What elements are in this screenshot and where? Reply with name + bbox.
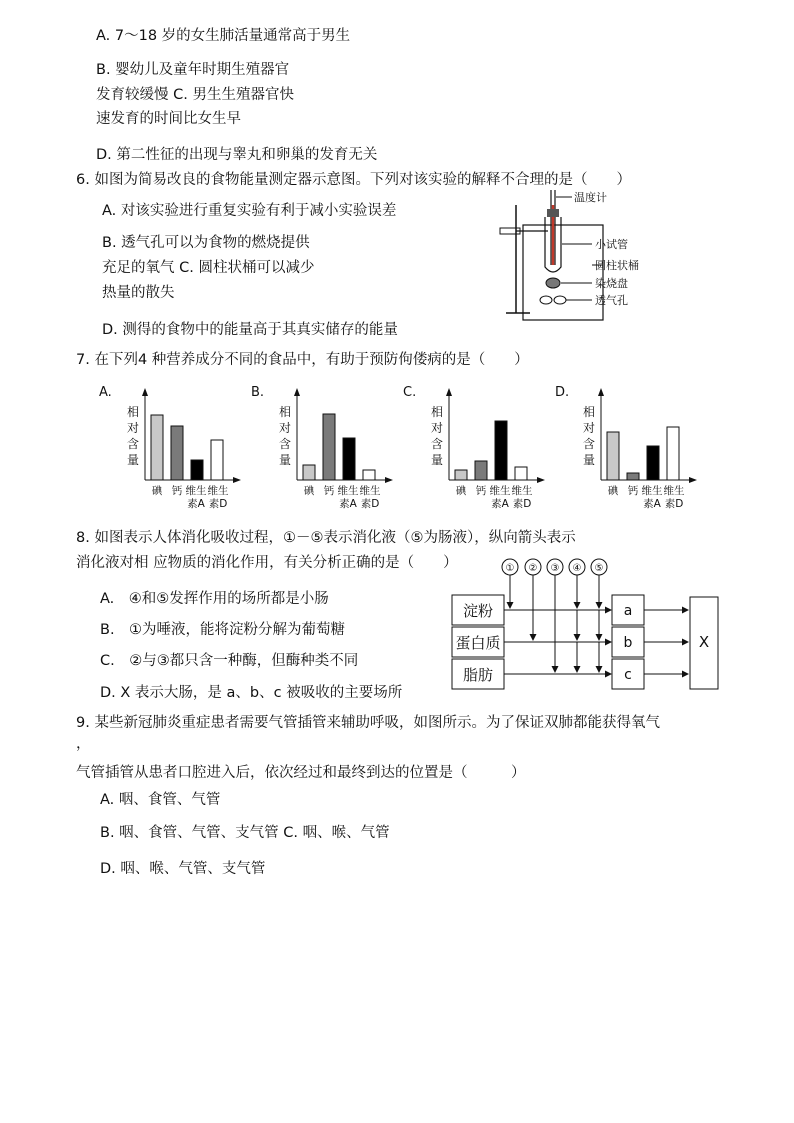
chart-x-arrow xyxy=(233,477,241,483)
chart-panel-label: A. xyxy=(99,385,112,400)
chart-ylabel-char: 含 xyxy=(431,437,444,451)
q8-option-d: D. X 表示大肠，是 a、b、c 被吸收的主要场所 xyxy=(100,685,403,701)
juice-1: ① xyxy=(505,563,515,574)
chart-tick-label: 钙 xyxy=(323,485,335,497)
q8-option-a: A. ④和⑤发挥作用的场所都是小肠 xyxy=(100,591,329,607)
stopper xyxy=(547,209,559,217)
q6-option-b-line2: 充足的氧气 C. 圆柱状桶可以减少 xyxy=(102,260,315,276)
chart-bar xyxy=(363,470,375,480)
label-dish: 染烧盘 xyxy=(595,277,628,290)
chart-tick-label: 维生 xyxy=(359,485,381,497)
chart-tick-label: 维生 xyxy=(337,485,359,497)
chart-tick-label: 维生 xyxy=(207,485,229,497)
chart-ylabel-char: 相 xyxy=(127,405,140,419)
label-c: c xyxy=(624,667,632,683)
chart-tick-label: 维生 xyxy=(489,485,511,497)
chart-bar xyxy=(171,426,183,480)
chart-tick-label: 碘 xyxy=(607,485,619,497)
label-x: X xyxy=(698,633,710,651)
chart-tick-label: 碘 xyxy=(455,485,467,497)
q5-option-b-line3: 速发育的时间比女生早 xyxy=(96,111,241,127)
label-a: a xyxy=(623,603,633,619)
chart-ylabel-char: 相 xyxy=(279,405,292,419)
q5-option-b-line2: 发育较缓慢 C. 男生生殖器官快 xyxy=(96,87,294,103)
chart-tick-label: 维生 xyxy=(511,485,533,497)
chart-bar xyxy=(323,414,335,480)
q8-stem-line2: 消化液对相 应物质的消化作用，有关分析正确的是（ ） xyxy=(76,555,458,571)
chart-bar xyxy=(151,415,163,480)
chart-tick-label: 素A xyxy=(187,498,205,510)
q6-apparatus-figure xyxy=(490,185,660,325)
chart-tick-label: 素D xyxy=(360,498,380,510)
chart-ylabel-char: 对 xyxy=(431,421,444,435)
chart-y-arrow xyxy=(142,388,148,396)
chart-x-arrow xyxy=(689,477,697,483)
label-b: b xyxy=(623,635,633,651)
q8-option-c: C. ②与③都只含一种酶，但酶种类不同 xyxy=(100,653,359,669)
q6-stem: 6. 如图为简易改良的食物能量测定器示意图。下列对该实验的解释不合理的是（ ） xyxy=(76,172,631,188)
chart-y-arrow xyxy=(446,388,452,396)
q5-option-d: D. 第二性征的出现与睾丸和卵巢的发育无关 xyxy=(96,147,378,163)
q9-stem-line1: 9. 某些新冠肺炎重症患者需要气管插管来辅助呼吸，如图所示。为了保证双肺都能获得氧气 xyxy=(76,715,660,731)
chart-bar xyxy=(667,427,679,480)
chart-tick-label: 维生 xyxy=(663,485,685,497)
chart-ylabel-char: 相 xyxy=(583,405,596,419)
chart-ylabel-char: 对 xyxy=(583,421,596,435)
chart-ylabel-char: 对 xyxy=(279,421,292,435)
juice-2: ② xyxy=(528,563,538,574)
chart-bar xyxy=(303,465,315,480)
q6-option-d: D. 测得的食物中的能量高于其真实储存的能量 xyxy=(102,322,398,338)
chart-ylabel-char: 含 xyxy=(279,437,292,451)
q5-option-a: A. 7～18 岁的女生肺活量通常高于男生 xyxy=(96,28,351,44)
q9-option-b: B. 咽、食管、气管、支气管 C. 咽、喉、气管 xyxy=(100,825,390,841)
label-fat: 脂肪 xyxy=(462,666,494,684)
chart-panel-label: D. xyxy=(555,385,570,400)
chart-tick-label: 素A xyxy=(339,498,357,510)
chart-x-arrow xyxy=(537,477,545,483)
chart-tick-label: 碘 xyxy=(303,485,315,497)
label-starch: 淀粉 xyxy=(462,602,494,620)
label-thermometer: 温度计 xyxy=(574,191,607,204)
label-protein: 蛋白质 xyxy=(455,634,501,652)
chart-ylabel-char: 量 xyxy=(279,453,292,467)
q8-stem-line1: 8. 如图表示人体消化吸收过程，①－⑤表示消化液（⑤为肠液），纵向箭头表示 xyxy=(76,530,576,546)
juice-3: ③ xyxy=(550,563,560,574)
q7-stem: 7. 在下列4 种营养成分不同的食品中，有助于预防佝偻病的是（ ） xyxy=(76,352,529,368)
chart-ylabel-char: 相 xyxy=(431,405,444,419)
chart-bar xyxy=(191,460,203,480)
chart-bar xyxy=(495,421,507,480)
chart-tick-label: 素A xyxy=(643,498,661,510)
chart-ylabel-char: 量 xyxy=(127,453,140,467)
q9-option-d: D. 咽、喉、气管、支气管 xyxy=(100,861,266,877)
chart-tick-label: 钙 xyxy=(627,485,639,497)
label-vent: 透气孔 xyxy=(595,294,628,307)
chart-bar xyxy=(455,470,467,480)
label-bucket: 圆柱状桶 xyxy=(595,259,639,272)
juice-4: ④ xyxy=(572,563,582,574)
label-test-tube: 小试管 xyxy=(595,238,628,251)
q6-option-b-line1: B. 透气孔可以为食物的燃烧提供 xyxy=(102,235,310,251)
q5-option-b-line1: B. 婴幼儿及童年时期生殖器官 xyxy=(96,62,290,78)
chart-ylabel-char: 含 xyxy=(127,437,140,451)
chart-ylabel-char: 对 xyxy=(127,421,140,435)
chart-ylabel-char: 含 xyxy=(583,437,596,451)
q7-charts xyxy=(95,380,725,515)
q6-option-b-line3: 热量的散失 xyxy=(102,285,175,301)
chart-panel-label: C. xyxy=(403,385,417,400)
chart-panel-label: B. xyxy=(251,385,265,400)
chart-ylabel-char: 量 xyxy=(431,453,444,467)
chart-tick-label: 素D xyxy=(208,498,228,510)
chart-tick-label: 碘 xyxy=(151,485,163,497)
chart-bar xyxy=(627,473,639,480)
chart-tick-label: 素D xyxy=(512,498,532,510)
chart-tick-label: 钙 xyxy=(475,485,487,497)
cylinder-bucket xyxy=(523,225,603,320)
chart-bar xyxy=(607,432,619,480)
chart-ylabel-char: 量 xyxy=(583,453,596,467)
chart-bar xyxy=(343,438,355,480)
chart-tick-label: 钙 xyxy=(171,485,183,497)
chart-tick-label: 维生 xyxy=(641,485,663,497)
chart-bar xyxy=(475,461,487,480)
chart-x-arrow xyxy=(385,477,393,483)
chart-tick-label: 维生 xyxy=(185,485,207,497)
chart-bar xyxy=(647,446,659,480)
q8-option-b: B. ①为唾液，能将淀粉分解为葡萄糖 xyxy=(100,622,346,638)
q8-digestion-diagram xyxy=(448,555,724,695)
juice-5: ⑤ xyxy=(594,563,604,574)
chart-bar xyxy=(211,440,223,480)
q9-option-a: A. 咽、食管、气管 xyxy=(100,792,221,808)
burning-dish xyxy=(546,278,560,288)
chart-tick-label: 素D xyxy=(664,498,684,510)
chart-y-arrow xyxy=(598,388,604,396)
q6-option-a: A. 对该实验进行重复实验有利于减小实验误差 xyxy=(102,203,397,219)
chart-y-arrow xyxy=(294,388,300,396)
q9-stem-line2: ， xyxy=(76,736,91,752)
chart-tick-label: 素A xyxy=(491,498,509,510)
chart-bar xyxy=(515,467,527,480)
vent-hole xyxy=(540,296,552,304)
q9-stem-line3: 气管插管从患者口腔进入后，依次经过和最终到达的位置是（ ） xyxy=(76,765,526,781)
